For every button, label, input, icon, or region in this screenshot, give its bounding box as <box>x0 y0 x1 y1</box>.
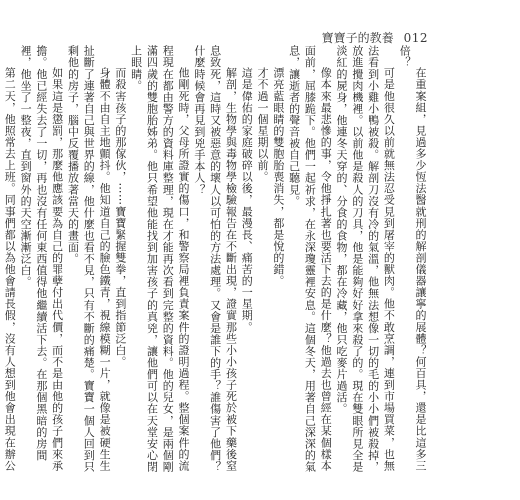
paragraph: 如果這是懲罰，那麼他應該要為自己的罪孽付出代價，而不是由他的孩子們來承擔。他已經失去了一切，再也沒有任何東西值得他繼續活下去。在那個黑暗的房間裡，他坐了一整夜，直到窗外的天空漸漸泛白。 <box>19 45 64 472</box>
paragraph: 身體不由自主地顫抖。他知道自己的臉色鐵青，視線模糊一片，就像是被硬生生扯斷了連著自己與世界的線，他什麼也看不見，只有不斷的痛楚。寶寶一個人回到只剩他的房子，腦中反覆播放著當天的畫面。 <box>66 45 112 473</box>
paragraph: 可是他很久以前就無法忍受見到屠宰的獸肉。他不敢烹調，連到市場買菜，也無法看到小雞小鴨被殺。解剖刀沒有冷的氣溫，他無法想像一切的毛的小小們被殺掉，放進攪肉機裡。以前他是殺人的刀具，他是能夠好好拿來殺了的。現在雙眼所見全是淡紅的屍身，他連冬天穿的、分食的食物，都在冷藏，他只吃麥片過活。 <box>335 45 396 473</box>
body-text <box>3 45 428 477</box>
paragraph: 他剛死時，父母所證實的傷口，和警察局裡負責案件的證明過程。整個案件的流程現在都由警方的資料庫整理，現在才能再次看到完整的資料。他的兒女，是兩個剛滿四歲的雙胞胎姊弟。他只希望他能找到加害孩子的真兇，讓他們可以在天堂安心閉上眼睛。 <box>129 45 191 473</box>
paragraph: 漂亮藍眼睛的雙胞胎喪消失，都是悅的錯。 <box>271 67 285 287</box>
paragraph: 第二天，他照常去上班。同事們都以為他會請長假，沒有人想到他會出現在辦公 <box>3 67 17 472</box>
paragraph: 在重案組，見過多少恆法醫就刑的解剖儀器讓寧的展體？何百具，還是比這多三倍？ <box>398 45 427 472</box>
running-header <box>322 29 428 46</box>
running-title: 寶寶子的教養 <box>321 31 394 45</box>
paragraph: 解剖，生物學與毒物學檢驗報告在不斷出現，證實那些小小孩子死於被下藥後窒息致死，這時又被惡意的壞人以可怕的方法處理。又會是誰下的手？誰傷害了他們？什麼時候會再見到兇手本人？ <box>192 45 238 473</box>
page-number: 012 <box>403 31 428 45</box>
paragraph: 而殺害孩子的那傢伙，⋯⋯寶寶緊握雙拳，直到指節泛白。 <box>113 67 127 368</box>
paragraph: 像本來最悲慘的事，令他掙扎著也要活下去的是什麼？他過去也曾經在某個樣本面前，屈膝跪下。他們一起祈求，在永深瓊靈裡安息。這個冬天，用著自己深深的氣息，讓逝者的聲音被自己聽見。 <box>287 45 333 473</box>
paragraph: 才不過一個星期以前。 <box>256 67 270 183</box>
paragraph: 這是偉佑的家庭破碎以後，最漫長、痛苦的一星期。 <box>240 67 254 333</box>
